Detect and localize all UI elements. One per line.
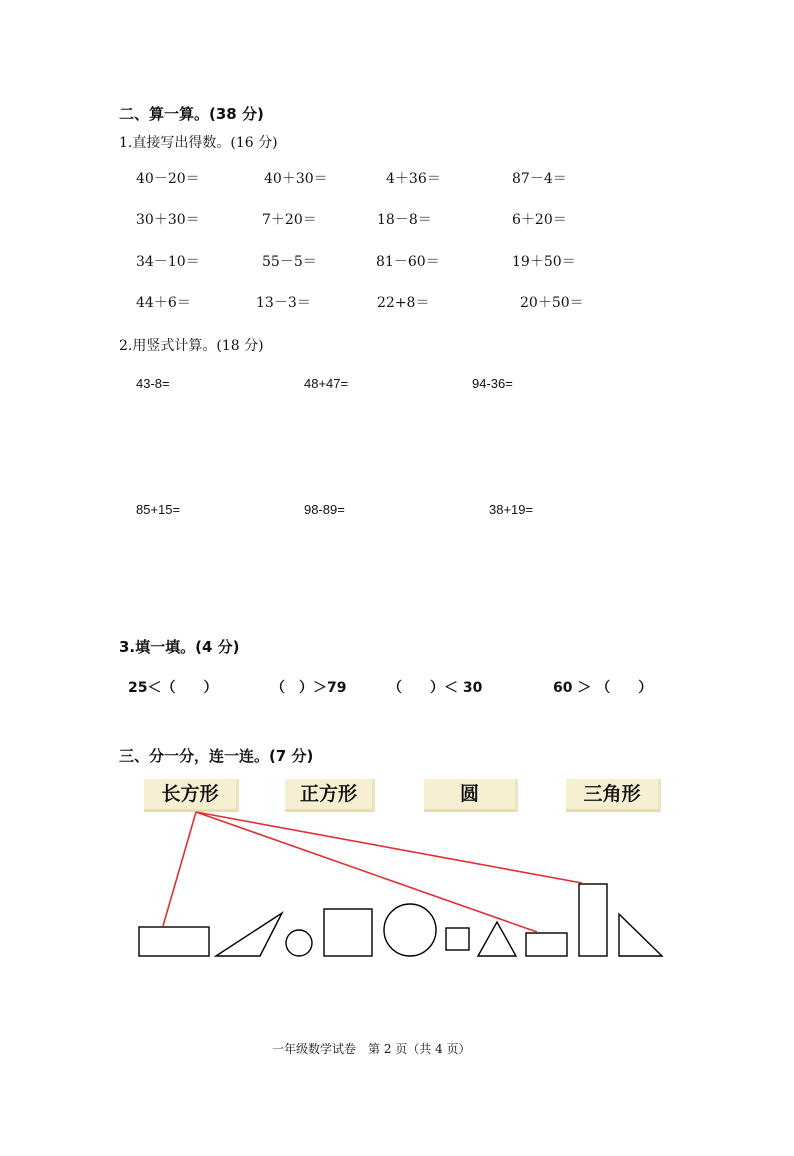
question-2-title: 2.用竖式计算。(18 分) bbox=[119, 338, 264, 354]
arith-item: 44＋6＝ bbox=[136, 295, 191, 311]
section-3-title: 三、分一分，连一连。(7 分) bbox=[119, 747, 314, 765]
fill-item: （ ）＜ 30 bbox=[388, 680, 483, 696]
arith-item: 22+8＝ bbox=[377, 295, 430, 311]
fill-item: （ ）＞79 bbox=[271, 680, 347, 696]
arith-item: 13－3＝ bbox=[256, 295, 311, 311]
vertical-calc-item: 94-36= bbox=[472, 376, 513, 391]
fill-item: 25＜（ ） bbox=[128, 680, 218, 696]
circle-shape[interactable] bbox=[384, 904, 436, 956]
page-footer: 一年级数学试卷 第 2 页（共 4 页） bbox=[272, 1042, 471, 1056]
arith-item: 18－8＝ bbox=[377, 212, 432, 228]
arith-item: 7＋20＝ bbox=[262, 212, 317, 228]
arith-item: 34－10＝ bbox=[136, 254, 200, 270]
arith-item: 30＋30＝ bbox=[136, 212, 200, 228]
question-3-title: 3.填一填。(4 分) bbox=[119, 638, 240, 656]
label-triangle[interactable]: 三角形 bbox=[566, 779, 661, 812]
arith-item: 20＋50＝ bbox=[520, 295, 584, 311]
question-1-title: 1.直接写出得数。(16 分) bbox=[119, 135, 278, 151]
arith-item: 40－20＝ bbox=[136, 171, 200, 187]
triangle-shape[interactable] bbox=[478, 922, 516, 956]
arith-item: 87－4＝ bbox=[512, 171, 567, 187]
square-shape[interactable] bbox=[324, 909, 372, 956]
arith-item: 81－60＝ bbox=[376, 254, 440, 270]
vertical-calc-item: 38+19= bbox=[489, 502, 534, 517]
triangle-shape[interactable] bbox=[216, 913, 282, 956]
triangle-shape[interactable] bbox=[619, 914, 662, 956]
connection-line bbox=[163, 812, 196, 926]
arith-item: 19＋50＝ bbox=[512, 254, 576, 270]
vertical-calc-item: 43-8= bbox=[136, 376, 170, 391]
rectangle-shape[interactable] bbox=[139, 927, 209, 956]
arith-item: 55－5＝ bbox=[262, 254, 317, 270]
arith-item: 4＋36＝ bbox=[386, 171, 441, 187]
label-square[interactable]: 正方形 bbox=[285, 779, 375, 812]
square-shape[interactable] bbox=[446, 928, 469, 950]
rectangle-shape[interactable] bbox=[579, 884, 607, 956]
fill-item: 60 ＞ （ ） bbox=[553, 680, 653, 696]
vertical-calc-item: 85+15= bbox=[136, 502, 181, 517]
arith-item: 6＋20＝ bbox=[512, 212, 567, 228]
vertical-calc-item: 48+47= bbox=[304, 376, 349, 391]
arith-item: 40＋30＝ bbox=[264, 171, 328, 187]
label-circle[interactable]: 圆 bbox=[424, 779, 518, 812]
section-2-title: 二、算一算。(38 分) bbox=[119, 105, 264, 123]
connection-line bbox=[196, 812, 537, 932]
vertical-calc-item: 98-89= bbox=[304, 502, 345, 517]
rectangle-shape[interactable] bbox=[526, 933, 567, 956]
label-rectangle[interactable]: 长方形 bbox=[144, 779, 239, 812]
circle-shape[interactable] bbox=[286, 930, 312, 956]
connection-line bbox=[196, 812, 582, 883]
